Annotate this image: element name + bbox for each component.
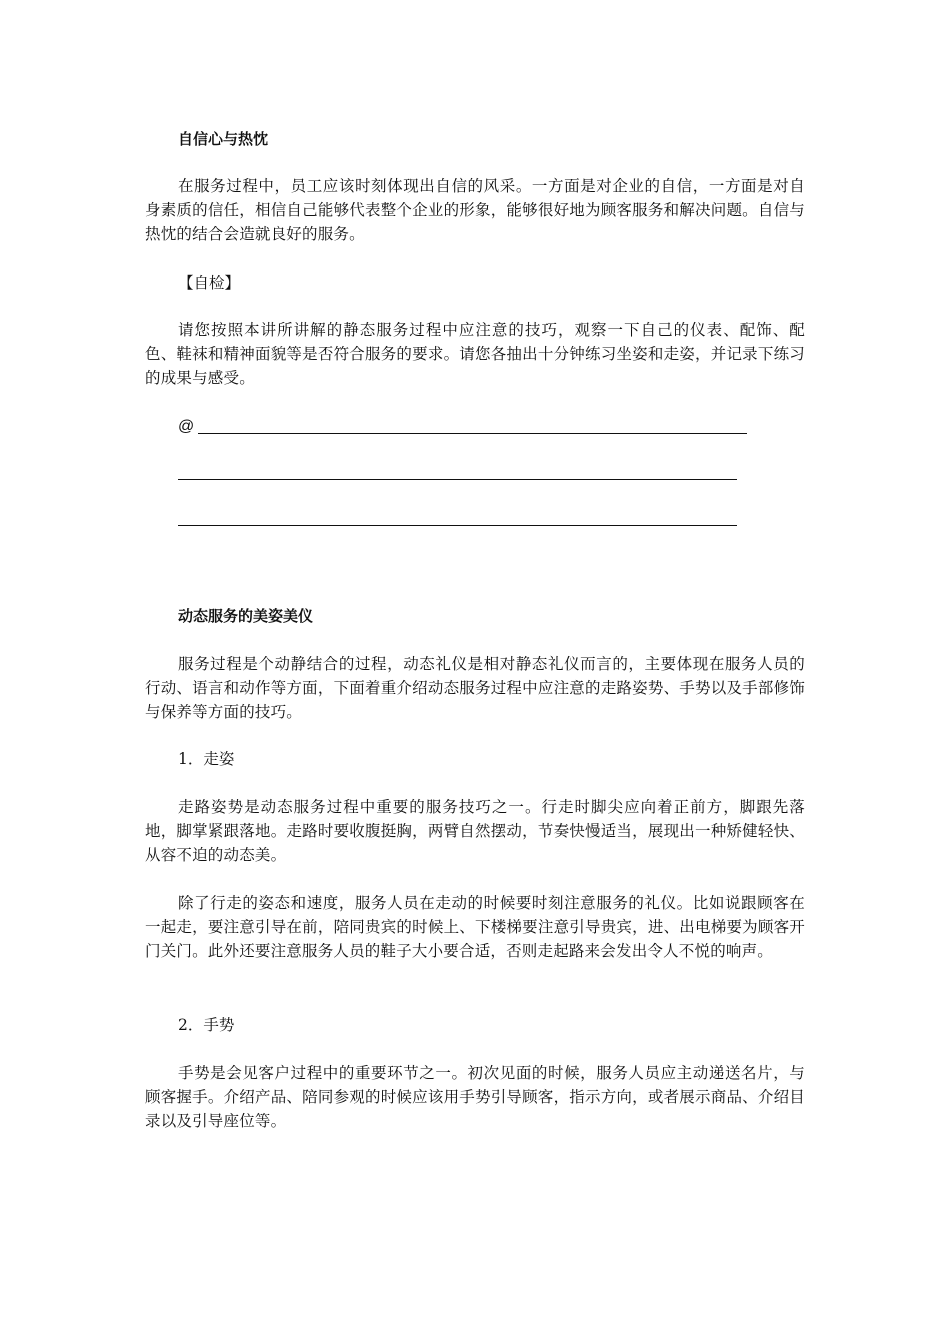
- answer-line-2[interactable]: [178, 460, 737, 484]
- paragraph-self-check: [145, 318, 805, 390]
- paragraph-gesture-text: 手势是会见客户过程中的重要环节之一。初次见面的时候，服务人员应主动递送名片，与顾客握手。介绍产品、陪同参观的时候应该用手势引导顾客，指示方向，或者展示商品、介绍目录以及引导座位等。: [145, 1064, 805, 1130]
- subsection-title-gesture: 2．手势: [178, 1016, 235, 1034]
- answer-line-1[interactable]: [178, 414, 747, 438]
- answer-rule-2: [178, 479, 737, 480]
- paragraph-self-check-text: 请您按照本讲所讲解的静态服务过程中应注意的技巧，观察一下自己的仪表、配饰、配色、鞋袜和精神面貌等是否符合服务的要求。请您各抽出十分钟练习坐姿和走姿，并记录下练习的成果与感受。: [145, 321, 805, 387]
- paragraph-confidence-text: 在服务过程中，员工应该时刻体现出自信的风采。一方面是对企业的自信，一方面是对自身素质的信任，相信自己能够代表整个企业的形象，能够很好地为顾客服务和解决问题。自信与热忱的结合会造就良好的服务。: [145, 177, 805, 243]
- subsection-title-walking: 1．走姿: [178, 750, 235, 768]
- section-title-dynamic: 动态服务的美姿美仪: [178, 607, 314, 625]
- paragraph-gesture: [145, 1061, 805, 1133]
- answer-rule-3: [178, 525, 737, 526]
- paragraph-dynamic-text: 服务过程是个动静结合的过程，动态礼仪是相对静态礼仪而言的，主要体现在服务人员的行动、语言和动作等方面，下面着重介绍动态服务过程中应注意的走路姿势、手势以及手部修饰与保养等方面的技巧。: [145, 655, 805, 721]
- paragraph-walking-1: [145, 795, 805, 867]
- paragraph-walking-1-text: 走路姿势是动态服务过程中重要的服务技巧之一。行走时脚尖应向着正前方，脚跟先落地，脚掌紧跟落地。走路时要收腹挺胸，两臂自然摆动，节奏快慢适当，展现出一种矫健轻快、从容不迫的动态美。: [145, 798, 805, 864]
- paragraph-walking-2-text: 除了行走的姿态和速度，服务人员在走动的时候要时刻注意服务的礼仪。比如说跟顾客在一起走，要注意引导在前，陪同贵宾的时候上、下楼梯要注意引导贵宾，进、出电梯要为顾客开门关门。此外还要注意服务人员的鞋子大小要合适，否则走起路来会发出令人不悦的响声。: [145, 894, 805, 960]
- paragraph-walking-2: [145, 891, 805, 963]
- self-check-title: 【自检】: [178, 274, 241, 292]
- answer-rule-1: [198, 433, 747, 434]
- section-title-confidence: 自信心与热忱: [178, 130, 269, 148]
- paragraph-dynamic: [145, 652, 805, 724]
- answer-marker: @: [178, 418, 195, 435]
- answer-line-3[interactable]: [178, 506, 737, 530]
- paragraph-confidence: [145, 174, 805, 246]
